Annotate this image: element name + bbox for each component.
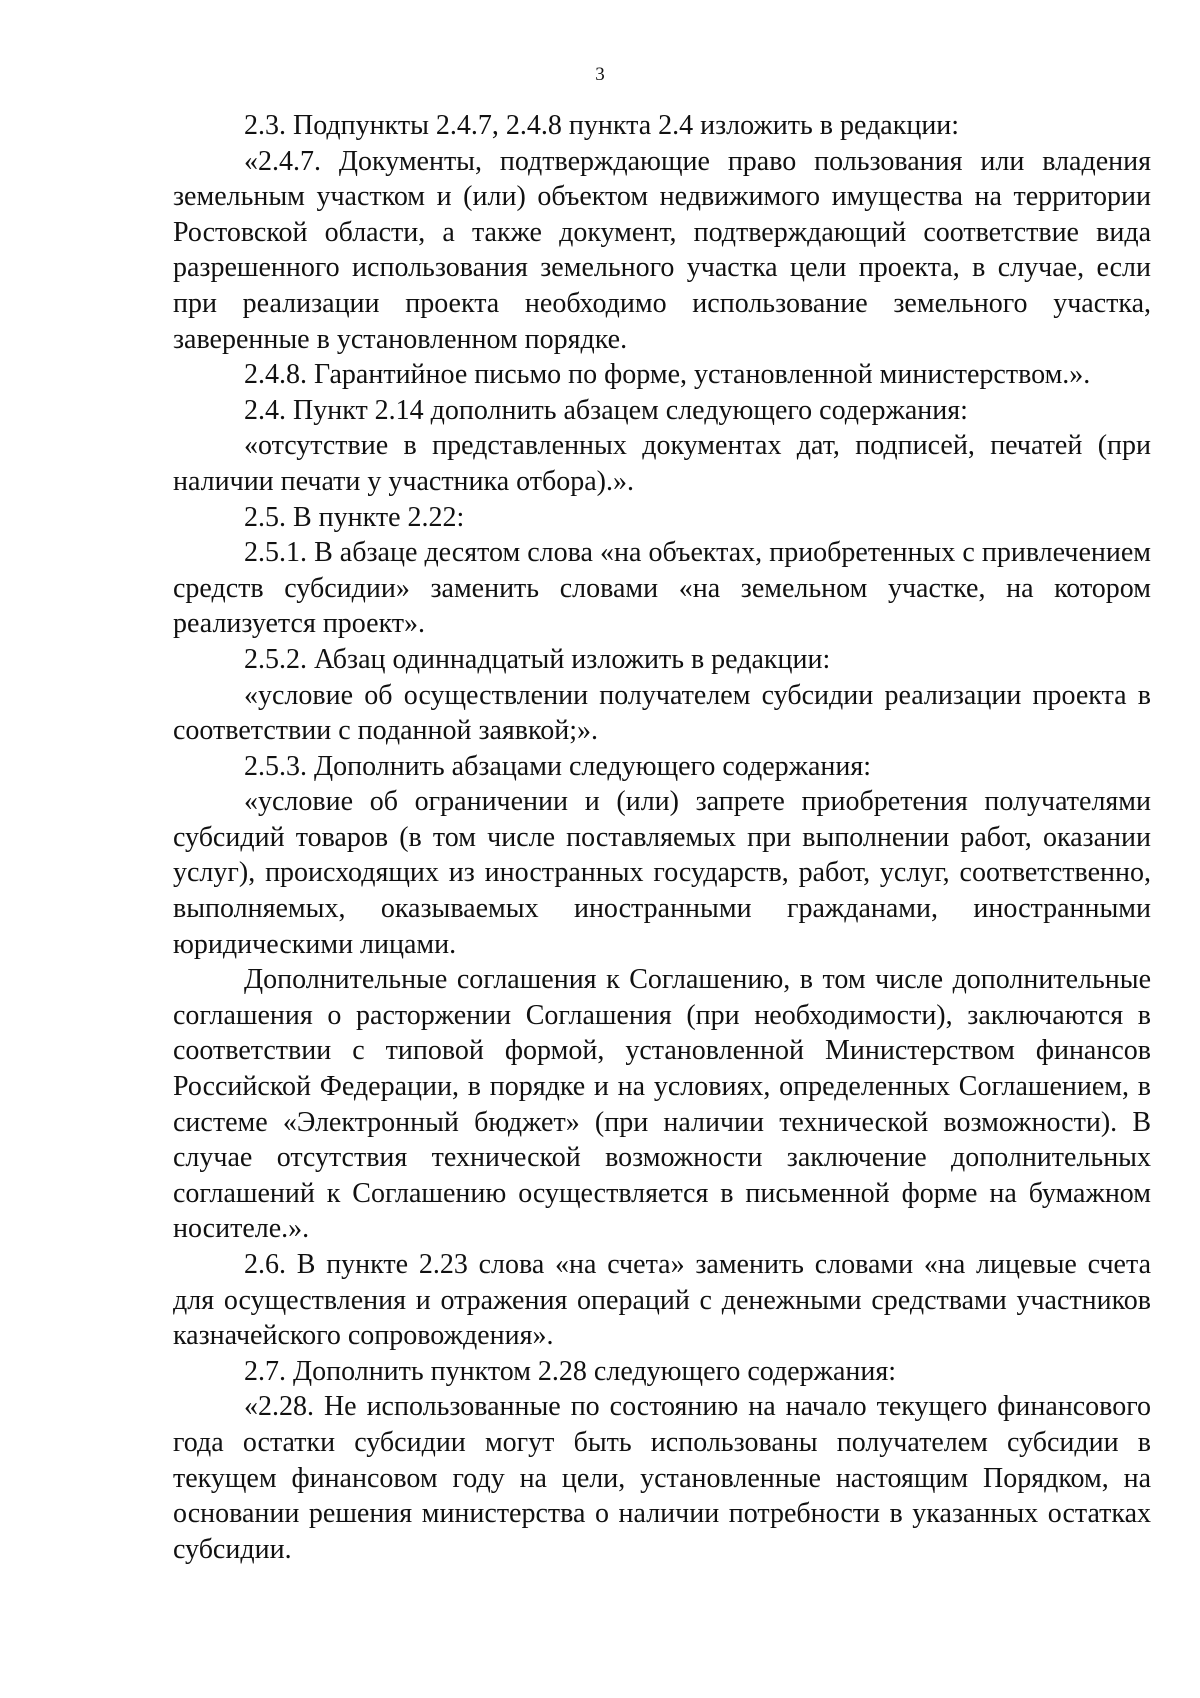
paragraph-2-5-3-quote: «условие об ограничении и (или) запрете приобретения получателями субсидий товаров (в том числе поставляемых при выполнении работ, оказании услуг), происходящих из иностранных государств, работ, услуг, соответственно, выполняемых, оказываемых иностранными гражданами, иностранными юридическими лицами. xyxy=(173,786,1151,960)
paragraph-2-4-7: «2.4.7. Документы, подтверждающие право пользования или владения земельным участком и (или) объектом недвижимого имущества на территории Ростовской области, а также документ, подтверждающий соответствие вида разрешенного использования земельного участка цели проекта, в случае, если при реализации проекта необходимо использование земельного участка, заверенные в установленном порядке. xyxy=(173,145,1151,355)
paragraph-2-28: «2.28. Не использованные по состоянию на начало текущего финансового года остатки субсидии могут быть использованы получателем субсидии в текущем финансовом году на цели, установленные настоящим Порядком, на основании решения министерства о наличии потребности в указанных остатках субсидии. xyxy=(173,1391,1151,1565)
paragraph-2-5-2-quote: «условие об осуществлении получателем субсидии реализации проекта в соответствии с поданной заявкой;». xyxy=(173,679,1151,747)
paragraph-2-4-8: 2.4.8. Гарантийное письмо по форме, установленной министерством.». xyxy=(244,359,1091,391)
paragraph-2-5: 2.5. В пункте 2.22: xyxy=(244,501,465,533)
paragraph-2-5-2: 2.5.2. Абзац одиннадцатый изложить в редакции: xyxy=(244,643,831,675)
paragraph-2-4: 2.4. Пункт 2.14 дополнить абзацем следующего содержания: xyxy=(244,394,968,426)
paragraph-2-5-1: 2.5.1. В абзаце десятом слова «на объектах, приобретенных с привлечением средств субсидии» заменить словами «на земельном участке, на котором реализуется проект». xyxy=(173,537,1151,640)
page-number: 3 xyxy=(595,64,605,85)
paragraph-2-6: 2.6. В пункте 2.23 слова «на счета» заменить словами «на лицевые счета для осуществления и отражения операций с денежными средствами участников казначейского сопровождения». xyxy=(173,1249,1151,1352)
paragraph-additional-agreements: Дополнительные соглашения к Соглашению, в том числе дополнительные соглашения о расторжении Соглашения (при необходимости), заключаются в соответствии с типовой формой, установленной Министерством финансов Российской Федерации, в порядке и на условиях, определенных Соглашением, в системе «Электронный бюджет» (при наличии технической возможности). В случае отсутствия технической возможности заключение дополнительных соглашений к Соглашению осуществляется в письменной форме на бумажном носителе.». xyxy=(173,964,1151,1245)
paragraph-2-4-quote: «отсутствие в представленных документах дат, подписей, печатей (при наличии печати у участника отбора).». xyxy=(173,430,1151,497)
document-body xyxy=(173,108,1151,1567)
paragraph-2-7: 2.7. Дополнить пунктом 2.28 следующего содержания: xyxy=(244,1355,897,1387)
paragraph-2-3: 2.3. Подпункты 2.4.7, 2.4.8 пункта 2.4 изложить в редакции: xyxy=(244,110,960,141)
paragraph-2-5-3: 2.5.3. Дополнить абзацами следующего содержания: xyxy=(244,750,872,782)
